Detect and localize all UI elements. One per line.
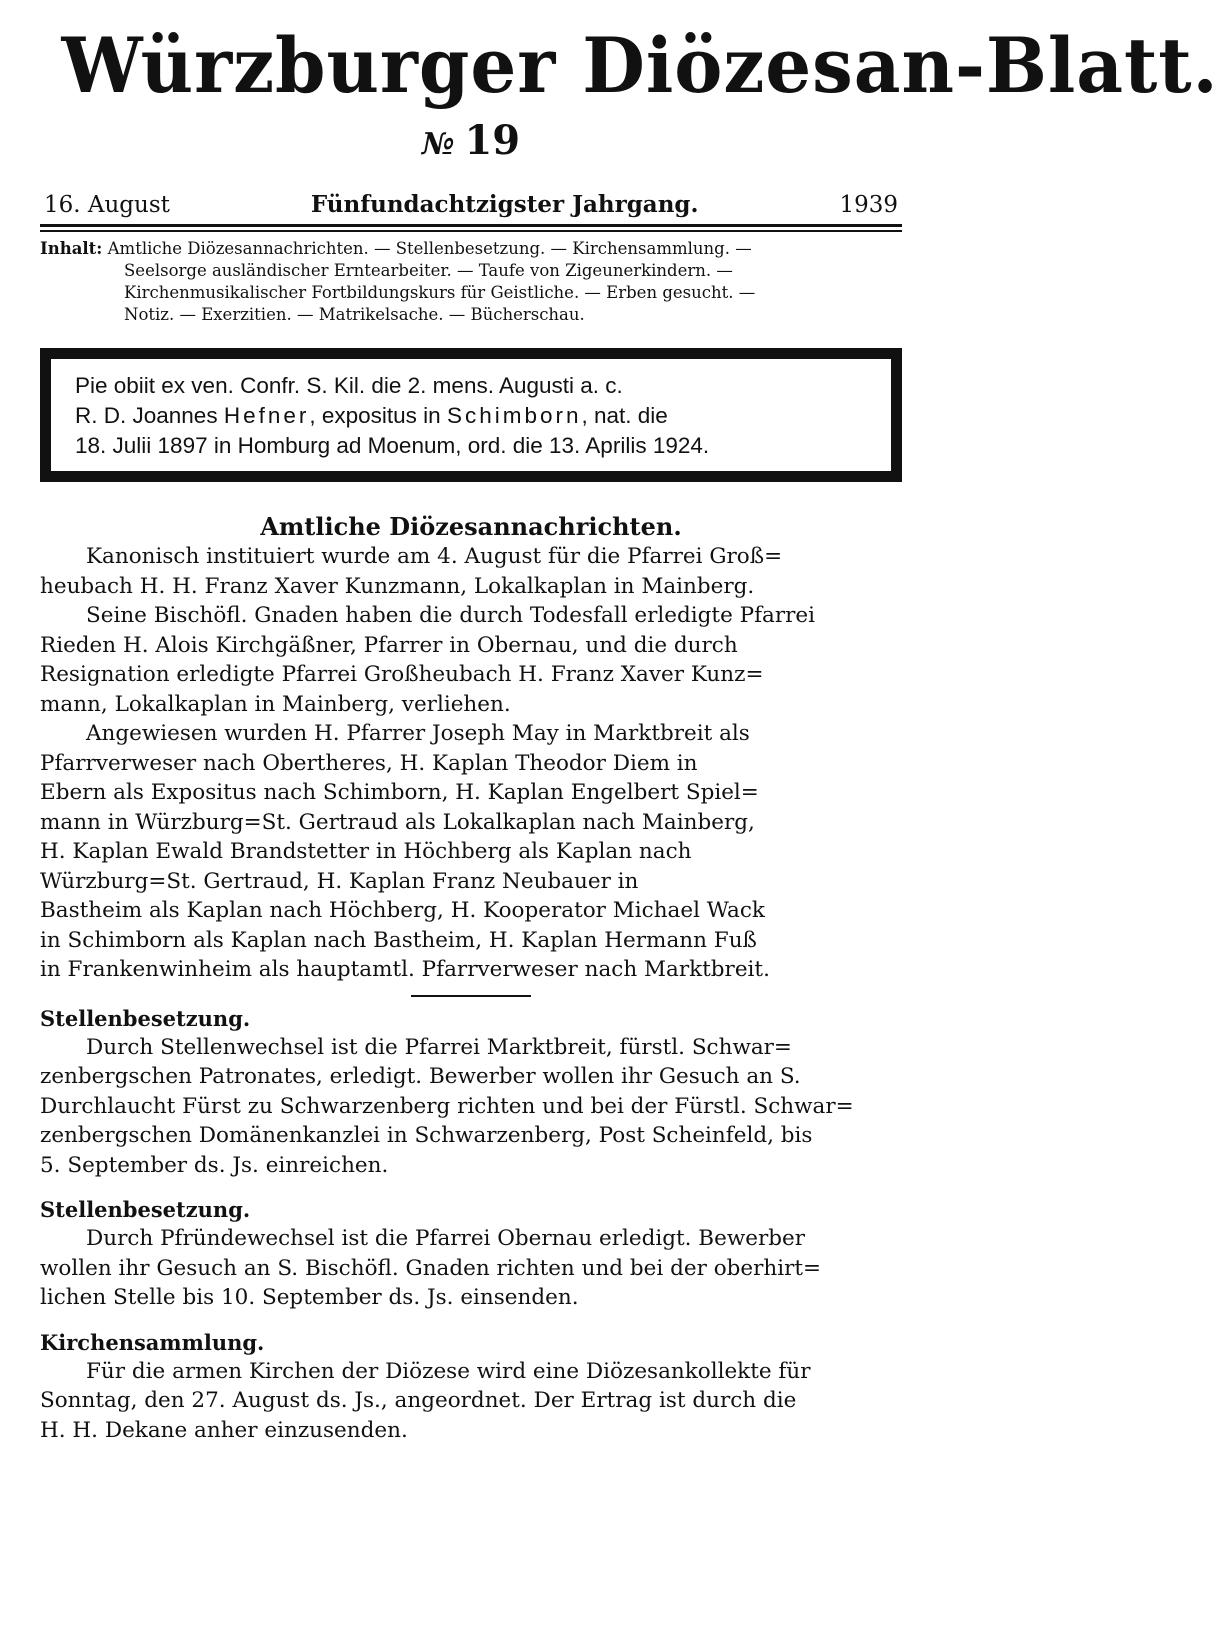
text-line: Kanonisch instituiert wurde am 4. August für die Pfarrei Groß=: [86, 544, 783, 569]
text-line: H. H. Dekane anher einzusenden.: [40, 1417, 408, 1443]
text-line: Durch Pfründewechsel ist die Pfarrei Obernau erledigt. Bewerber: [86, 1226, 806, 1251]
text-line: Angewiesen wurden H. Pfarrer Joseph May in Marktbreit als: [86, 721, 750, 746]
issue-date: 16. August: [44, 192, 170, 218]
text-line: 5. September ds. Js. einreichen.: [40, 1152, 389, 1178]
text-line: in Frankenwinheim als hauptamtl. Pfarrverweser nach Marktbreit.: [40, 957, 770, 982]
text-line: Durchlaucht Fürst zu Schwarzenberg richten und bei der Fürstl. Schwar=: [40, 1093, 854, 1119]
text-line: Sonntag, den 27. August ds. Js., angeordnet. Der Ertrag ist durch die: [40, 1388, 797, 1413]
text-line: Rieden H. Alois Kirchgäßner, Pfarrer in Obernau, und die durch: [40, 632, 738, 658]
deceased-name: Hefner: [223, 403, 310, 428]
text-line: H. Kaplan Ewald Brandstetter in Höchberg als Kaplan nach: [40, 839, 692, 864]
text-line: zenbergschen Patronates, erledigt. Bewerber wollen ihr Gesuch an S.: [40, 1064, 801, 1089]
contents-line: Kirchenmusikalischer Fortbildungskurs für Geistliche. — Erben gesucht. —: [124, 283, 756, 302]
contents-line: Inhalt: Amtliche Diözesannachrichten. — Stellenbesetzung. — Kirchensammlung. —: [40, 239, 752, 258]
text-line: wollen ihr Gesuch an S. Bischöfl. Gnaden richten und bei der oberhirt=: [40, 1255, 822, 1281]
text-line: lichen Stelle bis 10. September ds. Js. einsenden.: [40, 1285, 579, 1310]
dateline: [40, 190, 902, 220]
document-page: [40, 20, 1219, 1445]
section-heading-stellen-1: Stellenbesetzung.: [40, 1005, 251, 1031]
text-line: mann in Würzburg=St. Gertraud als Lokalkaplan nach Mainberg,: [40, 809, 755, 835]
obituary-box: [40, 348, 902, 482]
section-stellen-1: [40, 1033, 902, 1181]
text-line: mann, Lokalkaplan in Mainberg, verliehen.: [40, 691, 511, 717]
text-line: zenbergschen Domänenkanzlei in Schwarzenberg, Post Scheinfeld, bis: [40, 1123, 813, 1148]
text-line: heubach H. H. Franz Xaver Kunzmann, Lokalkaplan in Mainberg.: [40, 573, 755, 599]
text-line: Bastheim als Kaplan nach Höchberg, H. Kooperator Michael Wack: [40, 898, 765, 923]
masthead-title: Würzburger Diözesan-Blatt.: [61, 21, 1219, 110]
obituary-line: 18. Julii 1897 in Homburg ad Moenum, ord. die 13. Aprilis 1924.: [75, 433, 710, 458]
section-stellen-2: [40, 1224, 902, 1313]
contents-label: Inhalt:: [40, 239, 103, 258]
text-line: Ebern als Expositus nach Schimborn, H. Kaplan Engelbert Spiel=: [40, 780, 759, 805]
text-line: Pfarrverweser nach Obertheres, H. Kaplan Theodor Diem in: [40, 750, 698, 776]
issue-year: 1939: [839, 192, 898, 218]
number-sign: №: [421, 127, 455, 162]
issue-number-value: 19: [464, 117, 521, 164]
issue-number: [40, 118, 902, 168]
section-kirchensammlung: [40, 1357, 902, 1446]
section-divider: [411, 995, 531, 997]
obituary-line: Pie obiit ex ven. Confr. S. Kil. die 2. mens. Augusti a. c.: [75, 373, 623, 398]
header-rule: [40, 224, 902, 232]
section-heading-stellen-2: Stellenbesetzung.: [40, 1197, 251, 1222]
text-line: Seine Bischöfl. Gnaden haben die durch Todesfall erledigte Pfarrei: [86, 603, 816, 628]
text-line: Resignation erledigte Pfarrei Großheubach H. Franz Xaver Kunz=: [40, 662, 764, 687]
text-line: Für die armen Kirchen der Diözese wird eine Diözesankollekte für: [86, 1358, 811, 1384]
text-line: Durch Stellenwechsel ist die Pfarrei Marktbreit, fürstl. Schwar=: [86, 1034, 792, 1060]
table-of-contents: [40, 238, 902, 326]
text-line: Würzburg=St. Gertraud, H. Kaplan Franz Neubauer in: [40, 868, 639, 894]
obituary-line: R. D. Joannes Hefner, expositus in Schimborn, nat. die: [75, 403, 668, 428]
section-heading-kirchensammlung: Kirchensammlung.: [40, 1329, 265, 1355]
text-line: in Schimborn als Kaplan nach Bastheim, H. Kaplan Hermann Fuß: [40, 927, 757, 953]
section-heading-amtliche: Amtliche Diözesannachrichten.: [260, 512, 682, 541]
contents-line: Notiz. — Exerzitien. — Matrikelsache. — Bücherschau.: [124, 305, 585, 324]
volume-label: Fünfundachtzigster Jahrgang.: [310, 191, 699, 218]
section-amtliche: [40, 542, 902, 985]
contents-line: Seelsorge ausländischer Erntearbeiter. — Taufe von Zigeunerkindern. —: [124, 261, 733, 280]
deceased-place: Schimborn: [446, 403, 582, 428]
